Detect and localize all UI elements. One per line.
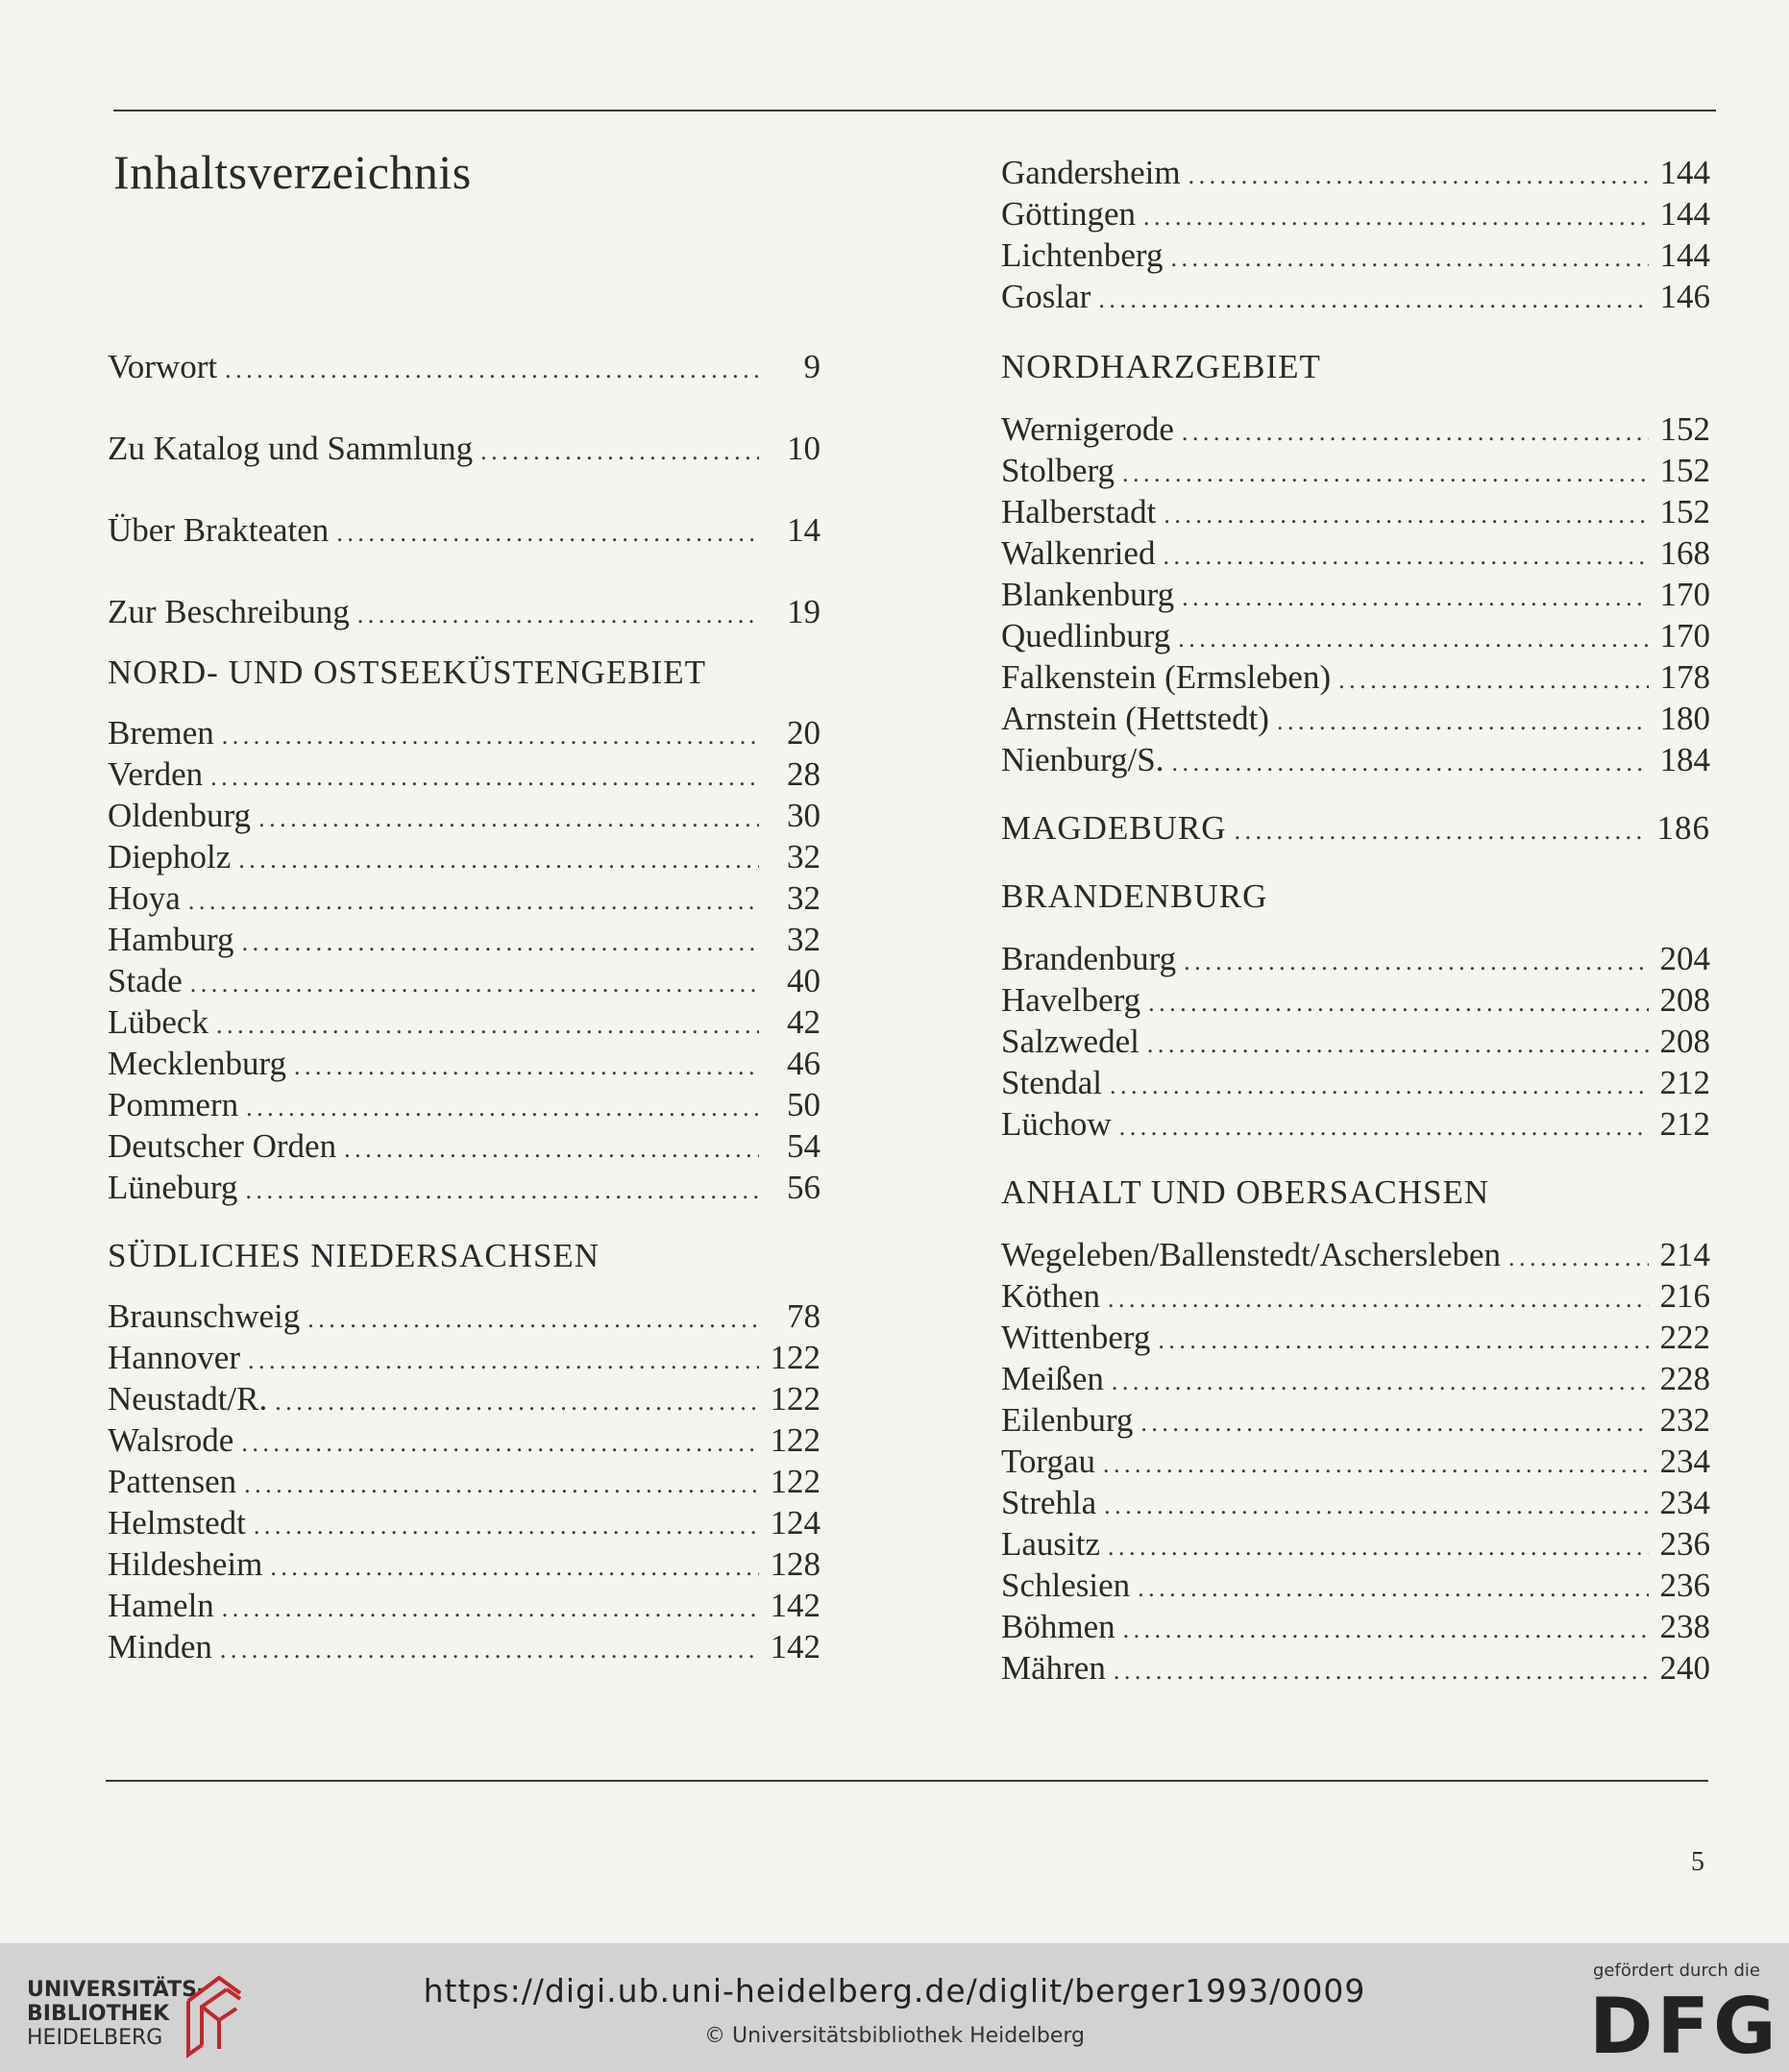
toc-entry (1001, 698, 1710, 739)
toc-entry-page: 144 (1659, 154, 1710, 191)
library-line-1: UNIVERSITÄTS- (27, 1978, 207, 2002)
toc-entry-name: Über Brakteaten (108, 511, 330, 549)
dot-leader (216, 1004, 759, 1046)
toc-entry-page: 152 (1659, 452, 1710, 489)
toc-entry-page: 186 (1656, 809, 1710, 847)
toc-entry (1001, 1234, 1710, 1275)
toc-entry-name: Schlesien (1001, 1566, 1131, 1604)
toc-entry-page: 212 (1659, 1105, 1710, 1143)
toc-entry-page: 168 (1659, 534, 1710, 572)
toc-entry-page: 56 (787, 1169, 821, 1206)
toc-entry-magdeburg (1001, 807, 1710, 849)
toc-entry (1001, 979, 1710, 1021)
toc-entry-name: Wittenberg (1001, 1319, 1151, 1356)
toc-entry (1001, 1275, 1710, 1317)
dot-leader (258, 798, 759, 839)
toc-intro (108, 346, 821, 632)
toc-entry-page: 208 (1659, 1023, 1710, 1060)
toc-entry-name: Arnstein (Hettstedt) (1001, 700, 1269, 737)
toc-entry-page: 28 (787, 755, 821, 793)
section-heading: NORDHARZGEBIET (1001, 348, 1321, 385)
toc-entry-page: 14 (787, 511, 821, 549)
toc-entry-name: Torgau (1001, 1443, 1095, 1480)
toc-entry-name: Hamburg (108, 921, 234, 958)
library-line-2: BIBLIOTHEK (27, 2002, 170, 2026)
dot-leader (336, 512, 759, 554)
dot-leader (1178, 618, 1649, 659)
toc-entry-name: Köthen (1001, 1277, 1101, 1315)
section-entries (108, 712, 821, 1208)
dot-leader (1182, 411, 1649, 453)
toc-entry-page: 236 (1659, 1525, 1710, 1563)
toc-entry (108, 836, 821, 877)
toc-entry (1001, 1399, 1710, 1441)
dot-leader (1140, 1402, 1649, 1443)
toc-entry-page: 128 (770, 1545, 821, 1583)
dot-leader (357, 594, 759, 635)
toc-entry-page: 144 (1659, 195, 1710, 233)
toc-entry-page: 40 (787, 962, 821, 999)
toc-entry-page: 122 (770, 1339, 821, 1376)
dot-leader (1147, 1024, 1649, 1065)
toc-entry-page: 234 (1659, 1484, 1710, 1521)
toc-entry-name: Falkenstein (Ermsleben) (1001, 658, 1332, 696)
toc-entry (1001, 1358, 1710, 1399)
toc-entry-page: 204 (1659, 940, 1710, 977)
dot-leader (1114, 1650, 1649, 1691)
toc-entry (108, 591, 821, 632)
toc-entry-page: 240 (1659, 1649, 1710, 1687)
toc-entry (1001, 938, 1710, 979)
section-entries (1001, 938, 1710, 1145)
toc-entry-name: Hannover (108, 1339, 241, 1376)
toc-entry (1001, 234, 1710, 276)
toc-entry-name: Stolberg (1001, 452, 1115, 489)
toc-entry-name: Mecklenburg (108, 1045, 286, 1082)
toc-entry (1001, 1317, 1710, 1358)
dot-leader (245, 1170, 759, 1211)
toc-entry (1001, 193, 1710, 234)
toc-entry-name: Minden (108, 1628, 212, 1665)
toc-entry (1001, 491, 1710, 532)
toc-entry-name: Lüchow (1001, 1105, 1112, 1143)
dot-leader (1143, 196, 1649, 237)
dfg-logo: DFG (1589, 1982, 1780, 2071)
toc-entry (108, 1543, 821, 1585)
toc-entry (108, 919, 821, 960)
toc-entry (1001, 1062, 1710, 1103)
toc-entry (1001, 1647, 1710, 1689)
toc-entry-page: 30 (787, 797, 821, 834)
toc-entry-name: Blankenburg (1001, 576, 1175, 613)
toc-entry-name: Brandenburg (1001, 940, 1177, 977)
top-rule (113, 110, 1716, 111)
toc-entry (1001, 408, 1710, 450)
dot-leader (1138, 1567, 1649, 1609)
section-entries (108, 1295, 821, 1667)
toc-entry (1001, 1103, 1710, 1145)
toc-entry-page: 234 (1659, 1443, 1710, 1480)
dot-leader (1235, 810, 1648, 851)
toc-entry-page: 20 (787, 714, 821, 752)
viewer-footer (0, 1943, 1789, 2072)
toc-entry-name: Goslar (1001, 278, 1091, 315)
toc-entry (1001, 739, 1710, 780)
toc-entry-name: Braunschweig (108, 1297, 301, 1335)
toc-entry-name: Deutscher Orden (108, 1127, 337, 1165)
toc-entry-page: 54 (787, 1127, 821, 1165)
toc-right-column (1001, 152, 1710, 1689)
toc-entry (1001, 1441, 1710, 1482)
section-entries (1001, 1234, 1710, 1689)
toc-entry-page: 170 (1659, 576, 1710, 613)
toc-entry-name: Hoya (108, 879, 181, 917)
toc-entry-name: Hildesheim (108, 1545, 263, 1583)
toc-entry-name: Zur Beschreibung (108, 593, 350, 630)
section-heading: SÜDLICHES NIEDERSACHSEN (108, 1237, 600, 1274)
toc-entry (1001, 1021, 1710, 1062)
dot-leader (480, 431, 759, 472)
toc-entry-name: Gandersheim (1001, 154, 1181, 191)
toc-entry-name: Pattensen (108, 1463, 237, 1500)
dot-leader (1508, 1237, 1649, 1278)
dot-leader (225, 349, 759, 390)
dot-leader (1164, 494, 1649, 535)
toc-entry (108, 428, 821, 469)
toc-entry-page: 228 (1659, 1360, 1710, 1397)
toc-entry-page: 142 (770, 1628, 821, 1665)
document-url[interactable]: https://digi.ub.uni-heidelberg.de/diglit/berger1993/0009 (423, 1972, 1366, 2010)
dot-leader (222, 1588, 759, 1629)
dot-leader (1123, 1609, 1649, 1650)
dot-leader (294, 1046, 759, 1087)
toc-entry-name: Diepholz (108, 838, 232, 876)
toc-entry-page: 142 (770, 1587, 821, 1624)
toc-entry (108, 1295, 821, 1337)
toc-entry-page: 222 (1659, 1319, 1710, 1356)
dot-leader (1122, 453, 1649, 494)
toc-entry-page: 180 (1659, 700, 1710, 737)
dot-leader (246, 1087, 759, 1128)
toc-entry-page: 78 (787, 1297, 821, 1335)
dot-leader (1163, 535, 1649, 577)
dot-leader (270, 1546, 759, 1588)
dot-leader (1338, 659, 1649, 701)
toc-entry (1001, 1606, 1710, 1647)
dot-leader (242, 922, 759, 963)
toc-entry-page: 170 (1659, 617, 1710, 654)
toc-entry (108, 1585, 821, 1626)
toc-entry-name: Hameln (108, 1587, 214, 1624)
toc-entry-page: 19 (787, 593, 821, 630)
dot-leader (188, 880, 759, 922)
toc-entry (1001, 532, 1710, 574)
toc-entry (108, 1378, 821, 1419)
toc-entry-name: Stendal (1001, 1064, 1102, 1101)
dot-leader (1098, 279, 1649, 320)
toc-entry (1001, 450, 1710, 491)
toc-entry-name: Mähren (1001, 1649, 1106, 1687)
toc-entry (1001, 615, 1710, 656)
toc-entry-page: 32 (787, 879, 821, 917)
dot-leader (210, 756, 759, 798)
dot-leader (241, 1422, 759, 1464)
toc-entry-name: Göttingen (1001, 195, 1136, 233)
toc-entry (1001, 1482, 1710, 1523)
toc-entry-page: 144 (1659, 236, 1710, 274)
section-entries (1001, 408, 1710, 780)
toc-entry-name: Stade (108, 962, 183, 999)
toc-entry-page: 122 (770, 1421, 821, 1459)
toc-entry-name: Havelberg (1001, 981, 1141, 1019)
toc-entry-page: 216 (1659, 1277, 1710, 1315)
toc-entry-name: Nienburg/S. (1001, 741, 1164, 778)
dot-leader (222, 715, 759, 756)
toc-entry (1001, 276, 1710, 317)
toc-entry-name: Halberstadt (1001, 493, 1157, 530)
dot-leader (1170, 237, 1649, 279)
dot-leader (344, 1128, 759, 1170)
dot-leader (1103, 1443, 1649, 1485)
toc-entry-page: 214 (1659, 1236, 1710, 1273)
toc-entry (1001, 1523, 1710, 1565)
toc-entry-name: Neustadt/R. (108, 1380, 268, 1418)
toc-entry (1001, 1565, 1710, 1606)
toc-entry-page: 238 (1659, 1608, 1710, 1645)
toc-entry-name: Oldenburg (108, 797, 252, 834)
toc-entry-name: Eilenburg (1001, 1401, 1134, 1439)
toc-entry (108, 346, 821, 387)
toc-entry-name: Verden (108, 755, 204, 793)
toc-entry-name: Quedlinburg (1001, 617, 1171, 654)
bottom-rule (106, 1780, 1708, 1782)
toc-entry (1001, 574, 1710, 615)
toc-entry-name: Walsrode (108, 1421, 234, 1459)
toc-entry (108, 1125, 821, 1167)
toc-entry-page: 32 (787, 838, 821, 876)
toc-entry (108, 1337, 821, 1378)
dot-leader (1182, 577, 1649, 618)
toc-entry (108, 1084, 821, 1125)
dot-leader (275, 1381, 759, 1422)
toc-entry-name: Helmstedt (108, 1504, 246, 1542)
dot-leader (1158, 1320, 1649, 1361)
toc-left-column (108, 346, 821, 1667)
dot-leader (1108, 1526, 1649, 1567)
dot-leader (1189, 155, 1649, 196)
toc-entry (1001, 656, 1710, 698)
toc-entry-name: Lübeck (108, 1003, 208, 1041)
toc-entry-name: Strehla (1001, 1484, 1097, 1521)
toc-entry (108, 1419, 821, 1461)
toc-entry-page: 208 (1659, 981, 1710, 1019)
dot-leader (1277, 701, 1649, 742)
dot-leader (244, 1464, 759, 1505)
dot-leader (190, 963, 759, 1004)
dot-leader (254, 1505, 759, 1546)
toc-entry-name: Böhmen (1001, 1608, 1115, 1645)
toc-entry (108, 509, 821, 551)
dot-leader (248, 1340, 759, 1381)
toc-entry-page: 146 (1659, 278, 1710, 315)
toc-entry-name: Lichtenberg (1001, 236, 1164, 274)
toc-entry-page: 124 (770, 1504, 821, 1542)
toc-entry-page: 212 (1659, 1064, 1710, 1101)
toc-entry-name: Wegeleben/Ballenstedt/Aschersleben (1001, 1236, 1502, 1273)
page-title: Inhaltsverzeichnis (113, 145, 472, 199)
dot-leader (238, 839, 759, 880)
toc-entry (108, 1461, 821, 1502)
dot-leader (1148, 982, 1649, 1024)
toc-entry-page: 50 (787, 1086, 821, 1123)
toc-entry (108, 1502, 821, 1543)
toc-entry-name: Lüneburg (108, 1169, 238, 1206)
toc-entry-page: 42 (787, 1003, 821, 1041)
toc-entry (108, 1167, 821, 1208)
toc-entry (108, 795, 821, 836)
toc-entry-page: 152 (1659, 410, 1710, 448)
toc-entry-name: MAGDEBURG (1001, 809, 1227, 847)
page-number: 5 (1691, 1847, 1704, 1877)
toc-entry-page: 32 (787, 921, 821, 958)
toc-entry-page: 236 (1659, 1566, 1710, 1604)
toc-entry-page: 178 (1659, 658, 1710, 696)
toc-entry-page: 46 (787, 1045, 821, 1082)
section-heading: NORD- UND OSTSEEKÜSTENGEBIET (108, 654, 706, 691)
dot-leader (1184, 941, 1649, 982)
toc-entry-name: Lausitz (1001, 1525, 1101, 1563)
toc-entry-page: 10 (787, 430, 821, 467)
toc-entry-page: 152 (1659, 493, 1710, 530)
funder-note: gefördert durch die (1593, 1961, 1760, 1981)
toc-entry (108, 1626, 821, 1667)
toc-entry (1001, 152, 1710, 193)
dot-leader (307, 1298, 759, 1340)
section-heading: BRANDENBURG (1001, 877, 1268, 915)
toc-entry-page: 184 (1659, 741, 1710, 778)
section-entries (1001, 152, 1710, 317)
toc-entry-page: 122 (770, 1463, 821, 1500)
toc-entry (108, 1043, 821, 1084)
dot-leader (1110, 1065, 1649, 1106)
toc-entry-page: 232 (1659, 1401, 1710, 1439)
toc-entry-name: Vorwort (108, 348, 218, 385)
dot-leader (1119, 1106, 1649, 1147)
toc-entry (108, 712, 821, 753)
toc-entry-name: Pommern (108, 1086, 239, 1123)
toc-entry-name: Salzwedel (1001, 1023, 1140, 1060)
dot-leader (1104, 1485, 1649, 1526)
toc-entry-name: Walkenried (1001, 534, 1156, 572)
toc-entry (108, 877, 821, 919)
toc-entry (108, 1001, 821, 1043)
toc-entry (108, 960, 821, 1001)
toc-entry-name: Zu Katalog und Sammlung (108, 430, 474, 467)
toc-entry-name: Wernigerode (1001, 410, 1174, 448)
dot-leader (1172, 742, 1650, 783)
copyright-notice: © Universitätsbibliothek Heidelberg (703, 2024, 1085, 2048)
toc-entry (108, 753, 821, 795)
toc-entry-name: Meißen (1001, 1360, 1104, 1397)
toc-entry-name: Bremen (108, 714, 214, 752)
library-line-3: HEIDELBERG (27, 2026, 163, 2050)
dot-leader (1108, 1278, 1649, 1320)
toc-entry-page: 9 (803, 348, 821, 385)
dot-leader (220, 1629, 759, 1670)
dot-leader (1112, 1361, 1649, 1402)
section-heading: ANHALT UND OBERSACHSEN (1001, 1173, 1490, 1211)
toc-entry-page: 122 (770, 1380, 821, 1418)
